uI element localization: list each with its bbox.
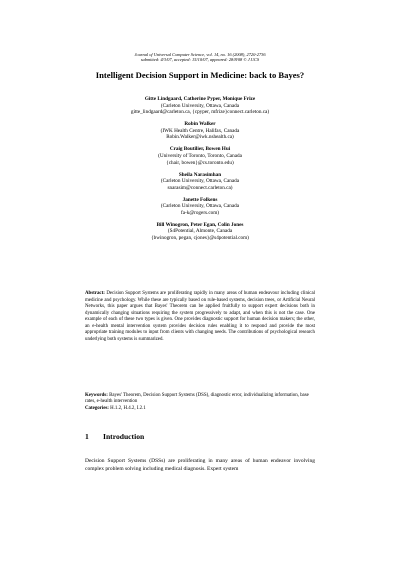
categories-line — [85, 406, 315, 412]
paper-title: Intelligent Decision Support in Medicine: back to Bayes? — [95, 70, 305, 80]
abstract-label: Abstract: — [85, 291, 105, 296]
journal-dates: submitted: 4/3/07, accepted: 15/10/07, appeared: 28/8/08 © J.UCS — [140, 57, 260, 63]
author-affiliation: (Carleton University, Ottawa, Canada — [160, 203, 240, 210]
author-email: snarasim@connect.carleton.ca) — [167, 184, 233, 191]
author-email: {bwinogron, pegan, cjones}@s4potential.com) — [151, 235, 249, 242]
author-affiliation: (S4Potential, Almonte, Canada — [167, 228, 233, 235]
author-affiliation: (University of Toronto, Toronto, Canada — [158, 152, 242, 159]
keywords-line — [85, 393, 315, 406]
author-block — [0, 222, 400, 242]
abstract — [85, 291, 315, 343]
author-email: {chair, bowen}@cs.toronto.edu) — [166, 159, 234, 166]
author-names: Gitte Lindgaard, Catherine Pyper, Monique Frize — [144, 96, 256, 102]
author-email: gitte_lindgaard@carleton.ca, {cpyper, mfrize}connect.carleton.ca) — [130, 109, 270, 116]
author-block — [0, 172, 400, 192]
author-email: Robin.Walker@iwk.nshealth.ca) — [166, 134, 234, 141]
keywords-label: Keywords: — [85, 393, 108, 398]
author-list — [0, 96, 400, 247]
author-affiliation: (Carleton University, Ottawa, Canada — [160, 178, 240, 185]
author-names: Craig Boutilier, Bowen Hui — [169, 146, 231, 153]
author-block — [0, 197, 400, 217]
author-block — [0, 121, 400, 141]
author-names: Robin Walker — [184, 121, 216, 128]
section-number: 1 — [85, 432, 89, 441]
body-paragraph: Decision Support Systems (DSSs) are proliferating in many areas of human endeavor involving complex problem solving including medical diagnosis. Expert system — [85, 458, 315, 472]
categories-text: H.1.2, H.4.2, I.2.1 — [110, 405, 146, 411]
journal-header — [0, 52, 400, 63]
author-block — [0, 146, 400, 166]
journal-citation: Journal of Universal Computer Science, vol. 14, no. 16 (2008), 2720-2736 — [134, 52, 266, 57]
categories-label: Categories: — [85, 405, 109, 411]
author-affiliation: (Carleton University, Ottawa, Canada — [160, 102, 240, 109]
author-email: fa-k@rogers.com) — [180, 209, 220, 216]
keywords-block — [85, 393, 315, 412]
author-block — [0, 96, 400, 116]
abstract-text: Decision Support Systems are proliferating rapidly in many areas of human endeavour including clinical medicine and psychology. While these are typically based on rule-based systems, decision trees, or Artificial Neural Networks, this paper argues that Bayes' Theorem can be applied fruitfully to support expert decisions both in dynamically changing situations requiring the system progressively to adapt, and when this is not the case. One example of each of these two types is given. One provides diagnostic support for human decision makers; the other, an e-health mental intervention system provides decision rules enabling it to respond and provide the most appropriate training modules to input from clients with changing needs. The contributions of psychological research underlying both systems is summarized. — [85, 291, 315, 342]
keywords-text: Bayes' Theorem, Decision Support Systems (DSS), diagnostic error, individualizing information, base rates, e-health intervention — [85, 393, 309, 405]
author-names: Janette Folkens — [182, 196, 218, 203]
author-affiliation: (IWK Health Centre, Halifax, Canada — [160, 127, 240, 134]
section-heading — [85, 432, 144, 441]
author-names: Bill Winogron, Peter Egan, Colin Jones — [156, 221, 244, 228]
section-title: Introduction — [103, 432, 145, 441]
author-names: Sheila Narasimhan — [178, 171, 222, 178]
